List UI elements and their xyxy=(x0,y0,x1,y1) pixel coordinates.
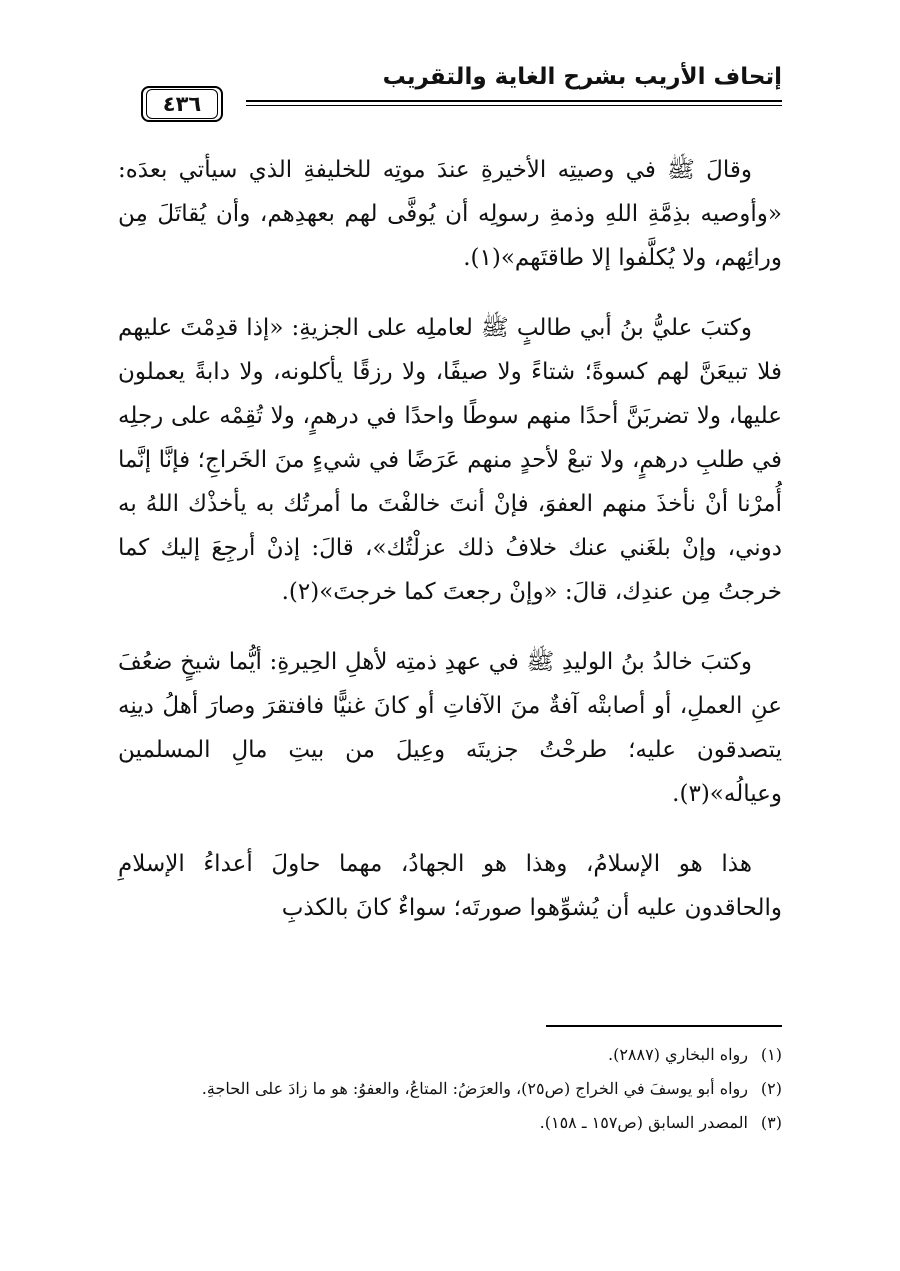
footnote-1 xyxy=(118,1040,782,1070)
paragraph-4: هذا هو الإسلامُ، وهذا هو الجهادُ، مهما حاولَ أعداءُ الإسلامِ والحاقدون عليه أن يُشوِّهوا صورتَه؛ سواءٌ كانَ بالكذبِ xyxy=(118,851,782,921)
paragraph-3: وكتبَ خالدُ بنُ الوليدِ ﷺ في عهدِ ذمتِه لأهلِ الحِيرةِ: أيُّما شيخٍ ضعُفَ عنِ العملِ، أو أصابتْه آفةٌ منَ الآفاتِ أو كانَ غنيًّا فافتقرَ وصارَ أهلُ دينِه يتصدقون عليه؛ طرحْتُ جزيتَه وعِيلَ من بيتِ مالِ المسلمين وعيالُه»(٣). xyxy=(118,649,782,807)
page-header xyxy=(118,58,782,138)
page-number-frame xyxy=(118,86,246,122)
footnote-number: (١) xyxy=(760,1045,782,1064)
footnote-text: المصدر السابق (ص١٥٧ ـ ١٥٨). xyxy=(539,1113,748,1132)
footnote-text: رواه البخاري (٢٨٨٧). xyxy=(608,1045,748,1064)
footnote-2 xyxy=(118,1074,782,1104)
footnotes xyxy=(118,1040,782,1142)
main-text xyxy=(118,148,782,956)
page-number: ٤٣٦ xyxy=(146,89,218,119)
footnote-3 xyxy=(118,1108,782,1138)
paragraph-1: وقالَ ﷺ في وصيتِه الأخيرةِ عندَ موتِه للخليفةِ الذي سيأتي بعدَه: «وأوصيه بذِمَّةِ اللهِ وذمةِ رسولِه أن يُوفَّى لهم بعهدِهم، وأن يُقاتَلَ مِن ورائِهم، ولا يُكلَّفوا إلا طاقتَهم»(١). xyxy=(118,157,782,271)
paragraph-2: وكتبَ عليُّ بنُ أبي طالبٍ ﷺ لعاملِه على الجزيةِ: «إذا قدِمْتَ عليهم فلا تبيعَنَّ لهم كسوةً؛ شتاءً ولا صيفًا، ولا رزقًا يأكلونه، ولا دابةً يعملون عليها، ولا تضربَنَّ أحدًا منهم سوطًا واحدًا في درهمٍ، ولا تُقِمْه على رجلِه في طلبِ درهمٍ، ولا تبعْ لأحدٍ منهم عَرَضًا في شيءٍ منَ الخَراجِ؛ فإنَّا إنَّما أُمرْنا أنْ نأخذَ منهم العفوَ، فإنْ أنتَ خالفْتَ ما أمرتُك به يأخذْك اللهُ به دوني، وإنْ بلغَني عنك خلافُ ذلك عزلْتُك»، قالَ: إذنْ أرجِعَ إليك كما خرجتُ مِن عندِك، قالَ: «وإنْ رجعتَ كما خرجتَ»(٢). xyxy=(118,315,782,605)
footnote-number: (٣) xyxy=(760,1113,782,1132)
footnote-separator xyxy=(546,1025,782,1027)
footnote-text: رواه أبو يوسفَ في الخراج (ص٢٥)، والعرَضُ: المتاعُ، والعفوُ: هو ما زادَ على الحاجةِ. xyxy=(201,1079,748,1098)
footnote-number: (٢) xyxy=(760,1079,782,1098)
book-title: إتحاف الأريب بشرح الغاية والتقريب xyxy=(382,64,782,90)
